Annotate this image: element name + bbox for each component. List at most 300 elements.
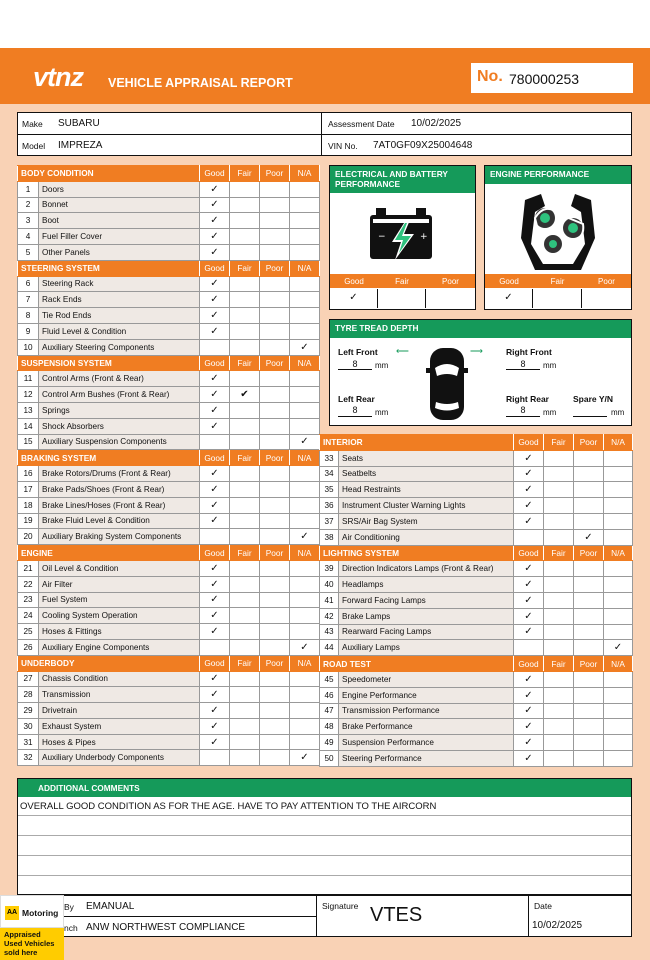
rating-header: N/A: [290, 450, 320, 466]
checklist-row: [320, 513, 633, 529]
checklist-row: [18, 292, 320, 308]
rating-header: Good: [514, 435, 544, 451]
rating-cell: ✓: [514, 719, 544, 735]
item-label: Control Arm Bushes (Front & Rear): [39, 387, 200, 403]
svg-text:−: −: [378, 232, 386, 242]
checklist-row: [18, 402, 320, 418]
rating-cell: [574, 703, 604, 719]
item-label: Engine Performance: [339, 687, 514, 703]
rating-header: Good: [200, 166, 230, 182]
item-number: 23: [18, 592, 39, 608]
model-value: IMPREZA: [58, 140, 103, 151]
rating-header: N/A: [604, 435, 633, 451]
rating-cell: ✓: [290, 639, 320, 655]
rating-header: Poor: [574, 545, 604, 561]
item-label: Auxiliary Engine Components: [39, 639, 200, 655]
rating-header: Poor: [260, 355, 290, 371]
electrical-fair: [378, 289, 426, 308]
rating-header: Poor: [260, 166, 290, 182]
rating-cell: [604, 671, 633, 687]
rating-cell: [544, 703, 574, 719]
branch-value: ANW NORTHWEST COMPLIANCE: [86, 922, 246, 933]
section-title: BODY CONDITION: [18, 166, 200, 182]
rating-header: N/A: [604, 545, 633, 561]
checklist-row: [18, 308, 320, 324]
rating-header: Fair: [230, 655, 260, 671]
rating-cell: [230, 213, 260, 229]
section-header: [18, 355, 320, 371]
rating-cell: [230, 434, 260, 450]
item-number: 10: [18, 339, 39, 355]
rating-cell: ✓: [200, 592, 230, 608]
rating-cell: [230, 292, 260, 308]
item-number: 5: [18, 244, 39, 260]
rating-header: Good: [200, 260, 230, 276]
rating-cell: [544, 577, 574, 593]
checklist-row: [18, 497, 320, 513]
electrical-rating-header: Good Fair Poor: [330, 274, 475, 288]
rating-cell: ✓: [514, 498, 544, 514]
left-rear-label: Left Rear: [338, 394, 375, 404]
item-label: Doors: [39, 181, 200, 197]
badge-line3: sold here: [4, 948, 38, 957]
rating-header: Fair: [230, 260, 260, 276]
report-number-box: [471, 63, 633, 93]
item-label: Air Filter: [39, 576, 200, 592]
rating-header: Fair: [544, 656, 574, 672]
rating-cell: [230, 639, 260, 655]
item-label: Other Panels: [39, 244, 200, 260]
rating-cell: [290, 703, 320, 719]
right-rear-label: Right Rear: [506, 394, 549, 404]
checklist-row: [320, 482, 633, 498]
checklist-row: [18, 229, 320, 245]
comments-panel: [17, 778, 632, 895]
badge-line1: Appraised: [4, 930, 41, 939]
item-number: 1: [18, 181, 39, 197]
rating-cell: [230, 244, 260, 260]
rating-cell: [230, 276, 260, 292]
aa-logo-icon: AA: [5, 906, 19, 920]
item-number: 25: [18, 624, 39, 640]
rating-cell: [230, 671, 260, 687]
checklist-row: [18, 671, 320, 687]
rating-cell: [604, 513, 633, 529]
section-header: [18, 166, 320, 182]
rating-cell: [200, 529, 230, 545]
rating-cell: ✓: [200, 497, 230, 513]
rating-cell: [290, 181, 320, 197]
rating-cell: ✓: [200, 418, 230, 434]
rating-cell: [290, 371, 320, 387]
left-front-value: 8: [352, 359, 358, 369]
rating-cell: ✓: [514, 482, 544, 498]
arrow-left-icon: ⟵: [396, 346, 409, 356]
rating-cell: ✓: [290, 339, 320, 355]
rating-cell: [544, 640, 574, 656]
item-number: 7: [18, 292, 39, 308]
checklist-row: [320, 750, 633, 766]
rating-cell: [230, 181, 260, 197]
rating-cell: [574, 735, 604, 751]
aa-motoring-badge: [0, 895, 64, 960]
rating-cell: [260, 197, 290, 213]
rating-cell: ✓: [514, 592, 544, 608]
model-label: Model: [22, 141, 46, 151]
item-label: Oil Level & Condition: [39, 560, 200, 576]
rating-cell: [574, 671, 604, 687]
rating-cell: [260, 687, 290, 703]
item-number: 4: [18, 229, 39, 245]
rating-cell: [290, 513, 320, 529]
rating-cell: [230, 608, 260, 624]
rating-header: Good: [200, 545, 230, 561]
item-number: 41: [320, 592, 339, 608]
item-label: Hoses & Fittings: [39, 624, 200, 640]
rating-cell: [574, 561, 604, 577]
rating-cell: [544, 608, 574, 624]
rating-cell: [290, 213, 320, 229]
rating-header: N/A: [290, 166, 320, 182]
section-title: STEERING SYSTEM: [18, 260, 200, 276]
checklist-row: [18, 371, 320, 387]
item-number: 45: [320, 671, 339, 687]
item-number: 48: [320, 719, 339, 735]
rating-cell: [574, 498, 604, 514]
item-label: Seatbelts: [339, 466, 514, 482]
rating-cell: ✓: [514, 577, 544, 593]
rating-cell: ✔: [230, 387, 260, 403]
appraisal-report: [0, 48, 650, 960]
rating-cell: ✓: [200, 687, 230, 703]
rating-cell: [290, 308, 320, 324]
rating-cell: [200, 639, 230, 655]
item-number: 42: [320, 608, 339, 624]
checklist-row: [18, 213, 320, 229]
item-label: Fuel System: [39, 592, 200, 608]
rating-header: Poor: [260, 450, 290, 466]
item-label: Springs: [39, 402, 200, 418]
rating-cell: [230, 466, 260, 482]
rating-cell: [230, 339, 260, 355]
rating-cell: ✓: [514, 466, 544, 482]
rating-cell: [230, 402, 260, 418]
rating-cell: [230, 497, 260, 513]
item-label: Transmission: [39, 687, 200, 703]
rating-cell: [574, 608, 604, 624]
rating-header: Poor: [260, 655, 290, 671]
left-rear-value: 8: [352, 405, 358, 415]
rating-cell: ✓: [514, 561, 544, 577]
badge-line2: Used Vehicles: [4, 939, 55, 948]
rating-cell: ✓: [574, 529, 604, 545]
rating-cell: [604, 624, 633, 640]
rating-cell: ✓: [290, 529, 320, 545]
item-label: Auxiliary Underbody Components: [39, 750, 200, 766]
item-label: Tie Rod Ends: [39, 308, 200, 324]
rating-cell: ✓: [200, 323, 230, 339]
rating-cell: ✓: [200, 560, 230, 576]
rating-cell: [290, 624, 320, 640]
checklist-row: [320, 577, 633, 593]
checklist-row: [320, 608, 633, 624]
item-number: 12: [18, 387, 39, 403]
section-title: INTERIOR: [320, 435, 514, 451]
checklist-row: [18, 513, 320, 529]
rating-cell: [260, 292, 290, 308]
rating-cell: [260, 434, 290, 450]
rating-cell: [544, 561, 574, 577]
checklist-row: [320, 498, 633, 514]
rating-cell: [604, 529, 633, 545]
item-label: Auxiliary Steering Components: [39, 339, 200, 355]
item-label: Brake Performance: [339, 719, 514, 735]
item-label: Chassis Condition: [39, 671, 200, 687]
item-number: 17: [18, 481, 39, 497]
section-header: [320, 656, 633, 672]
rating-cell: [604, 750, 633, 766]
vin-label: VIN No.: [328, 141, 358, 151]
rating-cell: [290, 608, 320, 624]
item-label: Fluid Level & Condition: [39, 323, 200, 339]
checklist-row: [18, 418, 320, 434]
checklist-row: [320, 624, 633, 640]
checklist-row: [320, 561, 633, 577]
checklist-row: [18, 639, 320, 655]
rating-cell: [260, 718, 290, 734]
tyre-title: TYRE TREAD DEPTH: [330, 320, 631, 338]
rating-header: Poor: [260, 545, 290, 561]
by-value: EMANUAL: [86, 901, 135, 912]
rating-cell: [260, 229, 290, 245]
car-top-view-icon: [426, 346, 468, 422]
rating-cell: [604, 498, 633, 514]
rating-header: Fair: [230, 545, 260, 561]
rating-cell: [230, 371, 260, 387]
rating-cell: [290, 276, 320, 292]
rating-cell: [604, 561, 633, 577]
rating-header: Fair: [230, 166, 260, 182]
rating-cell: [260, 339, 290, 355]
item-label: Forward Facing Lamps: [339, 592, 514, 608]
rating-cell: [290, 387, 320, 403]
section-header: [320, 435, 633, 451]
rating-header: Poor: [574, 435, 604, 451]
rating-header: Good: [514, 545, 544, 561]
item-label: Auxiliary Braking System Components: [39, 529, 200, 545]
item-label: Instrument Cluster Warning Lights: [339, 498, 514, 514]
item-number: 40: [320, 577, 339, 593]
rating-cell: ✓: [200, 292, 230, 308]
item-label: Auxiliary Suspension Components: [39, 434, 200, 450]
rating-header: N/A: [604, 656, 633, 672]
item-number: 43: [320, 624, 339, 640]
report-number: 780000253: [509, 71, 580, 87]
rating-cell: [260, 323, 290, 339]
checklist-row: [18, 703, 320, 719]
rating-cell: [230, 481, 260, 497]
item-number: 29: [18, 703, 39, 719]
rating-cell: ✓: [200, 181, 230, 197]
rating-cell: ✓: [200, 244, 230, 260]
item-label: Boot: [39, 213, 200, 229]
checklist-row: [18, 592, 320, 608]
item-number: 26: [18, 639, 39, 655]
item-number: 37: [320, 513, 339, 529]
rating-cell: [230, 592, 260, 608]
engine-icon: [515, 192, 601, 272]
rating-cell: ✓: [514, 450, 544, 466]
checklist-row: [320, 529, 633, 545]
rating-cell: [544, 498, 574, 514]
checklist-row: [320, 450, 633, 466]
checklist-row: [18, 481, 320, 497]
rating-header: Good: [514, 656, 544, 672]
rating-cell: [230, 323, 260, 339]
item-label: Headlamps: [339, 577, 514, 593]
rating-cell: [544, 719, 574, 735]
checklist-row: [320, 719, 633, 735]
item-number: 2: [18, 197, 39, 213]
spare-label: Spare Y/N: [573, 394, 614, 404]
item-label: Suspension Performance: [339, 735, 514, 751]
rating-cell: [604, 687, 633, 703]
rating-cell: [230, 229, 260, 245]
engine-rating-header: Good Fair Poor: [485, 274, 631, 288]
rating-cell: [290, 497, 320, 513]
rating-cell: [260, 276, 290, 292]
rating-cell: [260, 750, 290, 766]
rating-cell: [544, 750, 574, 766]
rating-cell: [230, 734, 260, 750]
item-label: Control Arms (Front & Rear): [39, 371, 200, 387]
rating-cell: ✓: [200, 513, 230, 529]
item-label: Exhaust System: [39, 718, 200, 734]
item-label: Direction Indicators Lamps (Front & Rear): [339, 561, 514, 577]
rating-cell: [290, 481, 320, 497]
checklist-row: [18, 276, 320, 292]
section-header: [18, 655, 320, 671]
rating-cell: [544, 482, 574, 498]
rating-cell: [574, 513, 604, 529]
rating-cell: ✓: [200, 276, 230, 292]
checklist-row: [18, 608, 320, 624]
rating-cell: [544, 466, 574, 482]
checklist-row: [18, 687, 320, 703]
rating-cell: ✓: [514, 750, 544, 766]
item-number: 39: [320, 561, 339, 577]
checklist-row: [320, 466, 633, 482]
rating-cell: [260, 639, 290, 655]
rating-cell: ✓: [200, 703, 230, 719]
rating-cell: ✓: [200, 608, 230, 624]
item-label: Shock Absorbers: [39, 418, 200, 434]
item-label: Seats: [339, 450, 514, 466]
rating-cell: [230, 624, 260, 640]
rating-cell: [200, 434, 230, 450]
rating-cell: [260, 402, 290, 418]
rating-cell: ✓: [290, 750, 320, 766]
item-label: Drivetrain: [39, 703, 200, 719]
rating-cell: [260, 466, 290, 482]
rating-header: Fair: [544, 435, 574, 451]
electrical-panel: [329, 165, 476, 310]
rating-cell: ✓: [514, 624, 544, 640]
right-front-value: 8: [520, 359, 526, 369]
item-label: Brake Pads/Shoes (Front & Rear): [39, 481, 200, 497]
checklist-row: [18, 750, 320, 766]
rating-cell: [230, 576, 260, 592]
rating-cell: [544, 450, 574, 466]
engine-performance-panel: [484, 165, 632, 310]
left-checklist: [17, 165, 320, 766]
item-label: Transmission Performance: [339, 703, 514, 719]
rating-cell: ✓: [200, 576, 230, 592]
checklist-row: [18, 576, 320, 592]
rating-cell: ✓: [200, 213, 230, 229]
rating-cell: [290, 229, 320, 245]
rating-cell: [604, 577, 633, 593]
checklist-row: [18, 560, 320, 576]
item-number: 3: [18, 213, 39, 229]
rating-cell: [604, 450, 633, 466]
engine-fair: [533, 289, 582, 308]
checklist-row: [18, 339, 320, 355]
checklist-row: [320, 592, 633, 608]
signoff-date-value: 10/02/2025: [532, 920, 583, 931]
rating-cell: ✓: [200, 624, 230, 640]
rating-cell: [260, 497, 290, 513]
item-label: Brake Fluid Level & Condition: [39, 513, 200, 529]
engine-poor: [582, 289, 631, 308]
rating-cell: [260, 371, 290, 387]
item-label: Auxiliary Lamps: [339, 640, 514, 656]
rating-cell: ✓: [200, 481, 230, 497]
tyre-tread-panel: TYRE TREAD DEPTH Left Front 8 mm Right Front 8 mm Left Rear 8 mm Right Rear 8 mm Spare Y/N mm ⟵ ⟶: [329, 319, 632, 426]
battery-icon: [368, 206, 434, 262]
rating-cell: [574, 750, 604, 766]
rating-cell: [574, 466, 604, 482]
branch-label: nch: [64, 923, 78, 933]
svg-text:+: +: [420, 232, 428, 242]
item-number: 18: [18, 497, 39, 513]
rating-cell: [260, 608, 290, 624]
rating-cell: ✓: [200, 308, 230, 324]
rating-cell: [260, 529, 290, 545]
checklist-row: [320, 640, 633, 656]
item-number: 24: [18, 608, 39, 624]
item-number: 27: [18, 671, 39, 687]
comments-title: ADDITIONAL COMMENTS: [18, 779, 631, 797]
rating-cell: [604, 482, 633, 498]
rating-cell: [230, 687, 260, 703]
item-label: Air Conditioning: [339, 529, 514, 545]
rating-cell: [290, 418, 320, 434]
checklist-row: [320, 671, 633, 687]
rating-cell: ✓: [514, 735, 544, 751]
rating-cell: [544, 592, 574, 608]
item-number: 14: [18, 418, 39, 434]
rating-cell: ✓: [604, 640, 633, 656]
rating-cell: ✓: [200, 229, 230, 245]
rating-cell: [604, 703, 633, 719]
rating-cell: [260, 387, 290, 403]
rating-cell: [604, 608, 633, 624]
rating-cell: [230, 750, 260, 766]
rating-cell: [290, 560, 320, 576]
checklist-row: [320, 735, 633, 751]
checklist-row: [18, 244, 320, 260]
